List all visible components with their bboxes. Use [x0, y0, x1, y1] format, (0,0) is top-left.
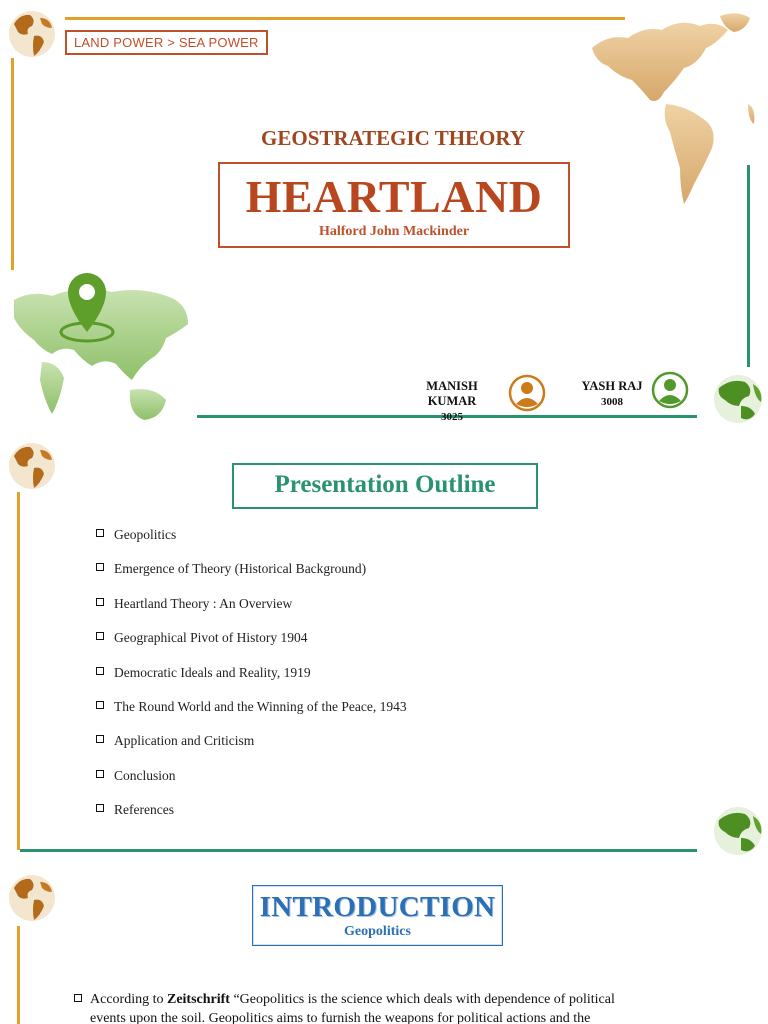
list-item: Democratic Ideals and Reality, 1919 [96, 664, 407, 698]
author-1-name1: MANISH [426, 379, 478, 393]
outline-title-box [232, 463, 538, 509]
checkbox-bullet-icon [96, 667, 104, 675]
author-1-id: 3025 [441, 411, 463, 423]
tagline-box: LAND POWER > SEA POWER [65, 30, 268, 55]
globe-icon [6, 438, 58, 494]
globe-icon [711, 372, 765, 426]
left-orange-line [17, 492, 20, 850]
intro-paragraph: According to Zeitschrift “Geopolitics is the science which deals with dependence of political events upon the soil. Geopolitics aims to furnish the weapons for political actions and the [74, 990, 694, 1024]
checkbox-bullet-icon [96, 701, 104, 709]
globe-icon [711, 804, 765, 858]
author-2-name: YASH RAJ [581, 379, 643, 393]
user-avatar-icon [508, 374, 546, 412]
author-2 [576, 379, 648, 410]
list-item: Application and Criticism [96, 732, 407, 766]
list-item: Conclusion [96, 767, 407, 801]
slide-subtitle: GEOSTRATEGIC THEORY [261, 126, 525, 150]
list-item: Geographical Pivot of History 1904 [96, 629, 407, 663]
list-item: Heartland Theory : An Overview [96, 595, 407, 629]
checkbox-bullet-icon [96, 770, 104, 778]
checkbox-bullet-icon [96, 598, 104, 606]
outline-slide [0, 430, 768, 860]
checkbox-bullet-icon [96, 632, 104, 640]
intro-subtitle: Geopolitics [344, 924, 411, 939]
outline-title: Presentation Outline [274, 471, 496, 498]
list-item: References [96, 801, 407, 835]
theorist-name: Halford John Mackinder [318, 224, 470, 239]
author-1 [420, 379, 484, 425]
left-orange-line [11, 58, 14, 270]
globe-icon [6, 6, 58, 62]
intro-title-box [252, 885, 503, 946]
author-2-id: 3008 [601, 396, 623, 408]
checkbox-bullet-icon [96, 563, 104, 571]
list-item: Geopolitics [96, 526, 407, 560]
globe-icon [6, 870, 58, 926]
outline-list [96, 526, 407, 836]
title-slide [0, 0, 768, 430]
slide-title: HEARTLAND [245, 171, 543, 222]
title-box [218, 162, 570, 248]
eurasia-map-icon [12, 270, 192, 430]
list-item: Emergence of Theory (Historical Background) [96, 560, 407, 594]
introduction-slide [0, 860, 768, 1024]
author-1-name2: KUMAR [427, 394, 477, 408]
left-orange-line [17, 926, 20, 1024]
list-item: The Round World and the Winning of the Peace, 1943 [96, 698, 407, 732]
checkbox-bullet-icon [74, 994, 82, 1002]
bottom-green-line [20, 849, 697, 852]
source-name: Zeitschrift [166, 992, 230, 1007]
checkbox-bullet-icon [96, 804, 104, 812]
checkbox-bullet-icon [96, 735, 104, 743]
intro-title: INTRODUCTION [259, 891, 496, 923]
checkbox-bullet-icon [96, 529, 104, 537]
americas-map-icon [588, 8, 758, 208]
top-orange-line [65, 17, 625, 20]
user-avatar-icon [651, 371, 689, 409]
